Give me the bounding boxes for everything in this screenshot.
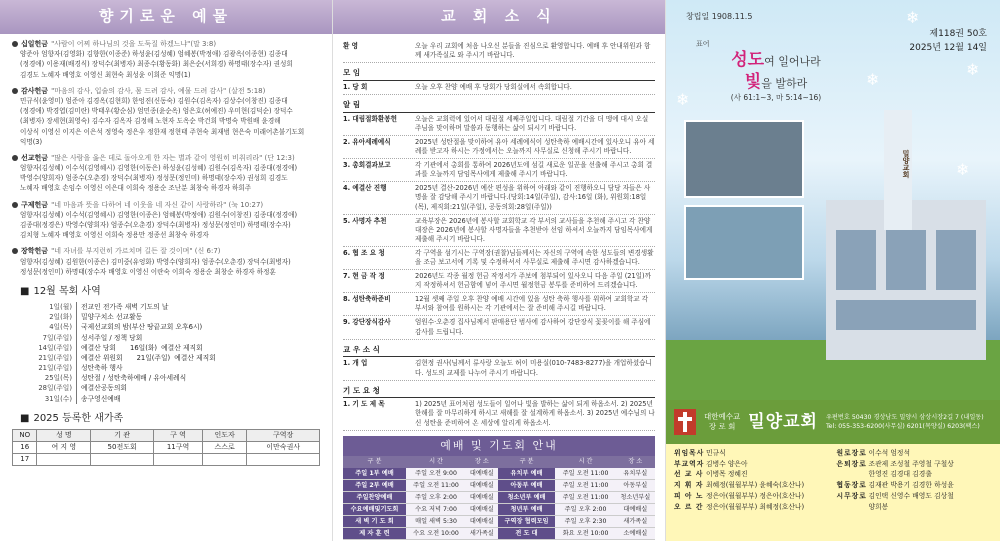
news-section-header: 교 우 소 식 bbox=[343, 343, 655, 358]
staff-role: 협동장로 bbox=[836, 481, 867, 490]
donor-line: 민규식(윤영미) 엄준아 김경옥(김현희) 한엉진(신동숙) 김원수(김옥자) 김상수(이창진) 김종대 bbox=[20, 96, 288, 105]
offering-verse: "마음의 감사, 입술의 감사, 몸 드려 감사, 예물 드려 감사" (살전 5:18) bbox=[51, 86, 266, 95]
news-item bbox=[343, 270, 655, 293]
table-header: 구역장 bbox=[247, 429, 320, 441]
offering-name: 선교헌금 bbox=[21, 153, 49, 162]
worship-cell: 주일 오후 2:00 bbox=[555, 504, 615, 516]
worship-cell: 소예배실 bbox=[616, 528, 655, 540]
offering-item bbox=[12, 40, 320, 80]
staff-names: 이수석 엄정석 bbox=[868, 449, 911, 457]
motto bbox=[696, 40, 856, 103]
table-header: 인도자 bbox=[202, 429, 246, 441]
worship-cell: 주일 오전 11:00 bbox=[555, 480, 615, 492]
calendar-date: 31일(수) bbox=[44, 394, 72, 403]
staff-names: 김재관 박용기 김경한 하성윤 bbox=[868, 481, 954, 490]
offering-banner bbox=[0, 0, 332, 34]
news-label: 8. 성탄축하준비 bbox=[343, 295, 391, 304]
denomination: 대한예수교 장 로 회 bbox=[704, 411, 741, 431]
cover-panel bbox=[665, 0, 1000, 541]
worship-row bbox=[343, 468, 655, 480]
staff-right bbox=[837, 448, 994, 537]
snowflake-icon: ❄ bbox=[906, 8, 920, 27]
news-label: 6. 협 조 요 청 bbox=[343, 248, 385, 257]
worship-header: 시 간 bbox=[555, 456, 615, 468]
staff-row bbox=[837, 469, 994, 480]
news-banner bbox=[333, 0, 665, 34]
worship-header: 구 분 bbox=[343, 456, 406, 468]
news-text: 각 구역을 섬기시는 구역장(권찰)님들께서는 자신의 구역에 속한 성도들의 변경생활을 조금 보고서에 기록 및 수정하셔서 사무실로 제출해 주시면 감사하겠습니다. bbox=[415, 248, 654, 266]
offering-header bbox=[12, 40, 320, 49]
news-label: 환 영 bbox=[343, 42, 359, 50]
calendar-date: 2일(화) bbox=[49, 313, 72, 322]
table-cell: 스스로 bbox=[202, 441, 246, 453]
worship-header: 장 소 bbox=[616, 456, 655, 468]
staff-role: 시무장로 bbox=[836, 491, 867, 500]
staff-role: 원로장로 bbox=[836, 449, 867, 457]
donor-line: 이상식 이영신 이지은 이은석 정영숙 정은우 정한재 정현태 주현숙 최재범 현은숙 미래어촌불기도회 bbox=[20, 127, 305, 136]
calendar-text bbox=[76, 373, 320, 383]
news-label: 1. 개 업 bbox=[343, 359, 368, 368]
calendar-text bbox=[76, 353, 320, 363]
worship-cell: 청소년부 예배 bbox=[498, 492, 556, 504]
offering-name: 십일헌금 bbox=[21, 40, 49, 48]
snowflake-icon: ❄ bbox=[956, 160, 970, 179]
calendar-event: 전교인 전가족 새벽 기도의 날 bbox=[81, 302, 169, 311]
offering-item bbox=[12, 201, 320, 241]
worship-row bbox=[343, 516, 655, 528]
calendar-row bbox=[12, 383, 320, 393]
donor-line: 김치형 노혜자 배영호 이영신 이희숙 정용만 정종선 최창숙 하경자 bbox=[20, 231, 209, 240]
table-cell bbox=[247, 453, 320, 465]
offering-donors bbox=[12, 163, 320, 194]
worship-cell: 제 자 훈 련 bbox=[343, 528, 406, 540]
calendar-event: 예결산 위원회 bbox=[81, 353, 123, 362]
table-header: 성 명 bbox=[37, 429, 91, 441]
news-text: 교육부장은 2026년에 봉사할 교회학교 각 부서의 교사들을 추천해 주시고 각 찬양대장은 2026년에 봉사할 사명자들을 추천받아 선임 하셔서 오늘까지 담임목사에게 제출해 주시기 바랍니다. bbox=[415, 216, 653, 243]
news-item bbox=[343, 81, 655, 95]
calendar-list bbox=[12, 302, 320, 404]
calendar-date: 14일(주일) bbox=[38, 343, 72, 352]
snowflake-icon: ❄ bbox=[866, 70, 880, 89]
worship-cell: 대예배실 bbox=[616, 504, 655, 516]
offering-title: 향기로운 예물 bbox=[98, 7, 234, 26]
staff-names: 양희봉 bbox=[868, 502, 889, 511]
offering-verse: "네 마음과 뜻을 다하여 네 이웃을 네 자신 같이 사랑하라" (눅 10:27) bbox=[51, 200, 264, 209]
offering-header bbox=[12, 87, 320, 96]
worship-row bbox=[343, 492, 655, 504]
staff-row bbox=[674, 448, 831, 459]
worship-cell: 유치부실 bbox=[616, 468, 655, 480]
offering-donors bbox=[12, 257, 320, 277]
worship-cell: 주일 오후 2:00 bbox=[406, 492, 466, 504]
calendar-row bbox=[12, 322, 320, 332]
staff-row bbox=[837, 480, 994, 491]
staff-names: 조관제 조성철 주영철 구철상 bbox=[868, 459, 954, 468]
table-cell: 이만숙권사 bbox=[247, 441, 320, 453]
worship-header: 시 간 bbox=[406, 456, 466, 468]
cross-icon bbox=[674, 409, 696, 435]
news-item bbox=[343, 159, 655, 182]
news-label: 1. 당 회 bbox=[343, 82, 368, 91]
offering-header bbox=[12, 154, 320, 163]
worship-row bbox=[343, 528, 655, 540]
news-text: 2026년도 각종 월정 헌금 작정서가 주보에 첨부되어 있사오니 다음 주일 (21일)까지 작정하셔서 헌금함에 넣어 주시면 월정헌금 봉투를 준비하여 드리겠습니다. bbox=[415, 272, 651, 290]
table-cell bbox=[37, 453, 91, 465]
news-title: 교 회 소 식 bbox=[441, 7, 557, 26]
calendar-date: 28일(주일) bbox=[38, 384, 72, 393]
calendar-date: 1일(월) bbox=[49, 302, 72, 311]
news-label: 1. 기 도 제 목 bbox=[343, 400, 385, 409]
news-item bbox=[343, 40, 655, 63]
staff-names: 이병목 정혜진 bbox=[706, 470, 748, 479]
bullet-icon: ■ bbox=[20, 285, 30, 297]
church-name: 밀양교회 bbox=[748, 411, 818, 432]
worship-cell: 대예배실 bbox=[466, 480, 497, 492]
staff-row bbox=[837, 459, 994, 470]
calendar-row bbox=[12, 363, 320, 373]
worship-title: 예배 및 기도회 안내 bbox=[343, 436, 655, 456]
donor-line: 엄향자(김성혜) 이수석(김영혜시) 김영한(이종은) 엄혜봉(박정애) 김원수(이창진) 김종대(정경애) bbox=[20, 210, 298, 219]
news-section-header: 모 임 bbox=[343, 66, 655, 81]
news-section-header: 알 림 bbox=[343, 98, 655, 113]
worship-cell: 구역장 협력모임 bbox=[498, 516, 556, 528]
staff-role: 피 아 노 bbox=[674, 491, 704, 500]
worship-cell: 청소년부실 bbox=[616, 492, 655, 504]
news-item bbox=[343, 113, 655, 136]
staff-names: 김인택 신영수 배영도 김상철 bbox=[868, 491, 954, 500]
table-cell: 11구역 bbox=[154, 441, 203, 453]
news-text: 오늘은 교회력에 있어서 대림절 세째주일입니다. 대림절 기간을 더 맹에 대시 오실 주님을 맞이하며 말씀과 동행하는 삶이 되시기 바랍니다. bbox=[415, 114, 649, 132]
news-label: 7. 현 금 작 정 bbox=[343, 272, 385, 281]
calendar-date-2: 16일(화) bbox=[130, 343, 158, 352]
church-steeple bbox=[884, 110, 912, 230]
news-text: 2025년 결산-2026년 예산 편성을 위하여 아래와 같이 진행하오니 담당 자들은 사명을 잘 감당해 주시기 바랍니다.(당회:14일(주일), 감사:16일 (화), 위원회:18일(목), 제직회:21일(주일), 공동의회:28일(주일)) bbox=[415, 184, 651, 211]
donor-line: 엄향자(김성혜) 이수석(김영혜시) 김영한(이동은) 하성윤(김성혜) 김원수(김옥자) 김종대(정경애) bbox=[20, 164, 298, 173]
calendar-date: 7일(주일) bbox=[42, 333, 72, 342]
worship-cell: 새가족실 bbox=[616, 516, 655, 528]
calendar-text bbox=[76, 394, 320, 404]
news-label: 5. 사명자 추천 bbox=[343, 216, 387, 225]
calendar-title: ■ 12월 목회 사역 bbox=[20, 285, 101, 297]
volume: 제118권 50호 bbox=[929, 29, 987, 39]
worship-header: 구 분 bbox=[498, 456, 556, 468]
offering-donors bbox=[12, 49, 320, 80]
news-text: 오늘 우리 교회에 처음 나오신 분들을 진심으로 환영합니다. 예배 후 안내위원과 함께 새가족실로 와 주시기 바랍니다. bbox=[415, 42, 651, 60]
news-label: 1. 대림절화환봉헌 bbox=[343, 114, 397, 123]
table-row bbox=[13, 453, 320, 465]
news-text: 12월 셋째 주일 오후 찬양 예배 시간에 있을 성탄 축하 행사를 위하여 교회학교 각 부서와 참여를 원하시는 각 기관에서는 잘 준비해 주시길 바랍니다. bbox=[415, 295, 649, 313]
offering-item bbox=[12, 247, 320, 277]
calendar-text bbox=[76, 302, 320, 312]
calendar-event: 송구영신예배 bbox=[81, 394, 121, 403]
staff-names: 김병수 양은아 bbox=[706, 459, 748, 468]
staff-row bbox=[837, 491, 994, 502]
news-label: 4. 예결산 진행 bbox=[343, 184, 387, 193]
bullet-icon bbox=[12, 41, 18, 47]
news-item bbox=[343, 316, 655, 339]
donor-line: (최병자) 장세현(최영숙) 김수자 김옥자 김정해 노현자 도옥순 박건희 박명숙 박원배 윤경해 bbox=[20, 117, 281, 126]
offering-header bbox=[12, 247, 320, 256]
calendar-row bbox=[12, 394, 320, 404]
bullet-icon bbox=[12, 88, 18, 94]
bullet-icon: ■ bbox=[20, 412, 30, 424]
offering-verse: "네 자녀를 부지런히 가르치며 길든 잘 것이며" (신 6:7) bbox=[51, 247, 221, 256]
staff-row bbox=[674, 502, 831, 513]
news-label: 3. 총회결과보고 bbox=[343, 161, 391, 170]
registrants-title: ■ 2025 등록한 새가족 bbox=[20, 412, 124, 424]
news-text: 김현정 권사(님께서 류사랑 오늘도 허이 미용실(010-7483-8277)을 개업하셨습니다. 성도의 교제를 나누어 주시기 바랍니다. bbox=[415, 359, 652, 377]
bullet-icon bbox=[12, 155, 18, 161]
staff-role: 선 교 사 bbox=[674, 470, 704, 479]
donor-line: 노혜자 배영호 손임수 이영신 이은대 이희숙 정용순 조난분 최창숙 하경자 하희주 bbox=[20, 184, 252, 193]
worship-row bbox=[343, 480, 655, 492]
worship-cell: 대예배실 bbox=[466, 492, 497, 504]
news-item bbox=[343, 293, 655, 316]
table-cell: 여 지 영 bbox=[37, 441, 91, 453]
staff-left bbox=[674, 448, 831, 537]
news-text: 2025년 성탄절을 맞이하여 유아 세례예식이 성탄축하 예배시간에 있사오니 유아 세례를 받고자 하시는 가정에서는 오늘까지 사무실로 신청해 주시기 바랍니다. bbox=[415, 137, 655, 156]
offering-name: 감사헌금 bbox=[21, 86, 49, 95]
worship-cell: 대예배실 bbox=[466, 516, 497, 528]
news-list bbox=[343, 40, 655, 431]
table-header: NO bbox=[13, 429, 37, 441]
news-item bbox=[343, 357, 655, 380]
table-header: 구 역 bbox=[154, 429, 203, 441]
table-cell: 17 bbox=[13, 453, 37, 465]
worship-cell: 주일 오전 11:00 bbox=[555, 468, 615, 480]
staff-row bbox=[837, 448, 994, 459]
news-label: 9. 강단장식감사 bbox=[343, 318, 391, 327]
worship-cell: 수요 오전 10:00 bbox=[406, 528, 466, 540]
worship-cell: 수요예배및기도회 bbox=[343, 504, 406, 516]
staff-role: 위임목사 bbox=[674, 449, 705, 457]
staff-role: 오 르 간 bbox=[674, 502, 704, 511]
news-panel bbox=[332, 0, 665, 541]
worship-cell: 수요 저녁 7:00 bbox=[406, 504, 466, 516]
worship-cell: 매일 새벽 5:30 bbox=[406, 516, 466, 528]
calendar-event: 국제선교회의 밤(부산 땅끝교회 오후6시) bbox=[81, 323, 203, 332]
worship-cell: 주일 오전 11:00 bbox=[555, 492, 615, 504]
snowflake-icon: ❄ bbox=[676, 90, 690, 109]
worship-cell: 대예배실 bbox=[466, 468, 497, 480]
calendar-row bbox=[12, 353, 320, 363]
staff-role: 부교역자 bbox=[674, 459, 705, 468]
calendar-event: 성탄절 / 성탄축하예배 / 유아세례식 bbox=[81, 374, 187, 383]
calendar-event-2: 예결산 제직회 bbox=[161, 343, 203, 352]
staff-names: 정은아(월월부부) 정은아(호산나) bbox=[706, 491, 805, 500]
staff-directory bbox=[666, 444, 1000, 541]
offering-item bbox=[12, 87, 320, 147]
calendar-text bbox=[76, 383, 320, 393]
church-address: 우편번호 50430 경상남도 밀양시 삼상시장2길 7 (내일동) Tel: 055-353-6200(사무실) 6201(목양실) 6203(팩스) bbox=[825, 413, 984, 430]
staff-role: 지 휘 자 bbox=[674, 481, 704, 490]
calendar-event: 예결산공동의회 bbox=[81, 384, 127, 393]
worship-row bbox=[343, 504, 655, 516]
motto-prefix: 표어 bbox=[696, 40, 710, 48]
church-band bbox=[666, 400, 1000, 444]
calendar-text bbox=[76, 333, 320, 343]
staff-row bbox=[674, 491, 831, 502]
worship-cell: 전 도 대 bbox=[498, 528, 556, 540]
table-header: 기 관 bbox=[91, 429, 154, 441]
calendar-event: 성탄축하 행사 bbox=[81, 364, 123, 373]
staff-row bbox=[674, 480, 831, 491]
cover-image bbox=[666, 0, 1000, 400]
offering-name: 구제헌금 bbox=[21, 200, 49, 209]
issue-date: 2025년 12월 14일 bbox=[909, 42, 987, 53]
staff-role: 은퇴장로 bbox=[836, 459, 867, 468]
donor-line: 박영수(양희자) 엄종수(오춘경) 장덕수(최병자) 정성문(정인미) 하명태(장수자) 권성희 김경도 bbox=[20, 174, 288, 183]
offering-list bbox=[12, 40, 320, 277]
news-text: 엄원수·오춘경 집사님께서 판매용단 범사에 감사하여 강단장식 꽃꽂이를 해 주심에 감사를 드립니다. bbox=[415, 318, 651, 336]
staff-row bbox=[674, 459, 831, 470]
donor-line: 김종대(정경은) 박영수(양희자) 엄종수(오춘경) 장덕수(최병자) 정성문(정인미) 하명태(장수자) bbox=[20, 221, 291, 229]
congregation-photo bbox=[684, 205, 804, 280]
worship-cell: 주일 1부 예배 bbox=[343, 468, 406, 480]
calendar-text bbox=[76, 322, 320, 332]
calendar-event: 예결산 당회 bbox=[81, 343, 116, 352]
calendar-date-2: 21일(주일) bbox=[136, 353, 171, 362]
news-item bbox=[343, 398, 655, 430]
calendar-event: 성서주일 / 정책 당회 bbox=[81, 333, 143, 342]
calendar-date: 21일(주일) bbox=[38, 364, 72, 373]
table-cell: 50전도회 bbox=[91, 441, 154, 453]
donor-line: 정성문(정인미) 하명태(장수자 배영호 이영신 이란숙 이희숙 정용순 최창순 하경자 하정훈 bbox=[20, 267, 276, 276]
founded-date: 창립일 1908.11.5 bbox=[686, 12, 753, 21]
offering-verse: "사람이 어찌 하나님의 것을 도둑질 하겠느냐"(말 3:8) bbox=[51, 40, 217, 48]
motto-ref: (사 61:1~3, 마 5:14~16) bbox=[730, 93, 822, 103]
offering-header bbox=[12, 201, 320, 210]
offering-name: 장학헌금 bbox=[21, 247, 49, 256]
calendar-date: 4일(목) bbox=[49, 323, 72, 332]
worship-photo bbox=[684, 120, 804, 198]
staff-row bbox=[837, 502, 994, 513]
staff-role bbox=[837, 502, 869, 513]
worship-cell: 유치부 예배 bbox=[498, 468, 556, 480]
worship-cell: 주일 2부 예배 bbox=[343, 480, 406, 492]
calendar-row bbox=[12, 343, 320, 353]
table-row bbox=[13, 441, 320, 453]
calendar-row bbox=[12, 373, 320, 383]
news-section-header: 기 도 요 청 bbox=[343, 384, 655, 399]
calendar-date: 21일(주일) bbox=[38, 353, 72, 362]
worship-cell: 주일 오전 9:00 bbox=[406, 468, 466, 480]
staff-names: 정은아(월월부부) 최혜정(호산나) bbox=[706, 502, 805, 511]
news-item bbox=[343, 182, 655, 214]
worship-cell: 주일 오후 2:30 bbox=[555, 516, 615, 528]
donor-line: 김경도 노혜자 배영호 이영신 최현숙 최성윤 이희준 익명(1) bbox=[20, 70, 191, 79]
news-item bbox=[343, 247, 655, 270]
motto-line-2: 빛을 발하라 bbox=[744, 72, 808, 93]
table-cell bbox=[154, 453, 203, 465]
worship-cell: 대예배실 bbox=[466, 504, 497, 516]
building-sign: 밀양교회 bbox=[902, 150, 910, 178]
calendar-text bbox=[76, 363, 320, 373]
worship-cell: 아동부실 bbox=[616, 480, 655, 492]
news-text: 각 기관에서 총회를 통하여 2026년도에 섬길 새로운 일꾼을 선출해 주시고 총회 결과를 오늘까지 담임목사에게 제출해 주시기 바랍니다. bbox=[415, 161, 653, 179]
snowflake-icon: ❄ bbox=[966, 60, 980, 79]
calendar-text bbox=[76, 312, 320, 322]
offering-verse: "많은 사람을 옳은 데로 돌아오게 한 자는 별과 같이 영원히 비취리라" (단 12:3) bbox=[51, 153, 295, 162]
staff-names: 민규식 bbox=[706, 449, 726, 457]
calendar-event-2: 예결산 제직회 bbox=[174, 353, 216, 362]
offering-donors bbox=[12, 96, 320, 147]
worship-cell: 화요 오전 10:00 bbox=[555, 528, 615, 540]
staff-role bbox=[837, 469, 869, 480]
table-cell bbox=[91, 453, 154, 465]
calendar-row bbox=[12, 333, 320, 343]
donor-line: (정경애) 이용재(배경식) 장덕수(최병자) 최종수(황동화) 최은순(서희경) 하명태(장수자) 권성희 bbox=[20, 60, 293, 69]
news-text: 1) 2025년 표어처럼 성도들이 일어나 빛을 발하는 삶이 되게 하옵소서. 2) 2025년 한해를 잘 마무리하게 하시고 새해를 잘 설계하게 하옵소서. 3) 2025년 예수님의 나신 성탄을 준비하여 온 세상에 알리게 하옵소서. bbox=[415, 400, 655, 427]
news-text: 오늘 오후 찬양 예배 후 당회가 당회실에서 속회합니다. bbox=[415, 82, 572, 91]
offering-panel bbox=[0, 0, 332, 541]
issue-info bbox=[909, 28, 987, 55]
calendar-text bbox=[76, 343, 320, 353]
worship-cell: 청년부 예배 bbox=[498, 504, 556, 516]
bullet-icon bbox=[12, 202, 18, 208]
news-item bbox=[343, 136, 655, 159]
calendar-row bbox=[12, 302, 320, 312]
table-cell: 16 bbox=[13, 441, 37, 453]
offering-item bbox=[12, 154, 320, 194]
staff-names: 한영진 김경대 김경출 bbox=[868, 470, 932, 479]
bullet-icon bbox=[12, 248, 18, 254]
calendar-date: 25일(목) bbox=[44, 374, 72, 383]
worship-cell: 주일찬양예배 bbox=[343, 492, 406, 504]
motto-line-1: 성도여 일어나라 bbox=[731, 50, 821, 71]
registrants-table bbox=[12, 429, 320, 466]
donor-line: 익명(3) bbox=[20, 137, 43, 146]
donor-line: 엄향자(김성혜) 김원한(이종은) 김미중(유엉화) 박영수(양희자) 엄종수(오춘경) 장덕수(최병자) bbox=[20, 257, 291, 266]
worship-table bbox=[343, 456, 655, 541]
calendar-row bbox=[12, 312, 320, 322]
news-item bbox=[343, 215, 655, 247]
worship-cell: 새가족실 bbox=[466, 528, 497, 540]
worship-cell: 아동부 예배 bbox=[498, 480, 556, 492]
donor-line: 양준아 엄향자(김영화) 김향한(이종준) 하성윤(김성혜) 엄혜봉(박정애) 김광옥(이종현) 김종대 bbox=[20, 50, 288, 59]
staff-row bbox=[674, 469, 831, 480]
calendar-event: 밀양구치소 선교활동 bbox=[81, 313, 143, 322]
news-label: 2. 유아세례예식 bbox=[343, 137, 391, 146]
table-cell bbox=[202, 453, 246, 465]
staff-names: 최혜정(월월부부) 윤혜숙(호산나) bbox=[706, 481, 805, 490]
worship-cell: 새 벽 기 도 회 bbox=[343, 516, 406, 528]
offering-donors bbox=[12, 210, 320, 241]
worship-header: 장 소 bbox=[466, 456, 497, 468]
worship-cell: 주일 오전 11:00 bbox=[406, 480, 466, 492]
donor-line: (정경애) 박경엽(김미란) 박태우(황순심) 엄민종(윤순옥) 엄은호(허예진) 우미현(김덕순) 장덕수 bbox=[20, 107, 293, 116]
